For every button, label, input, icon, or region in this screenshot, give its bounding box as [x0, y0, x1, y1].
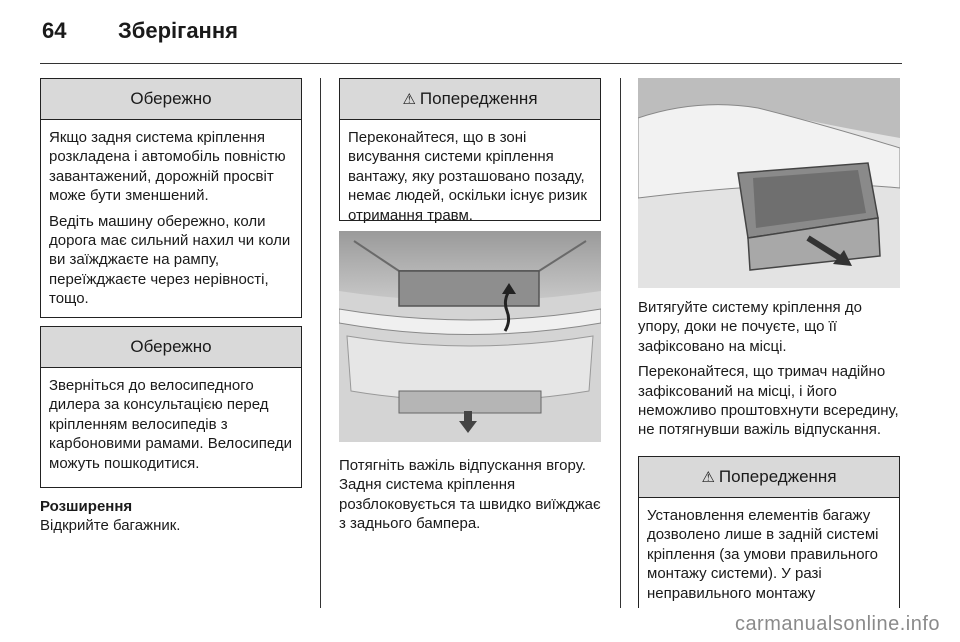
warning-box-2-body: [639, 498, 899, 608]
column-divider-1: [320, 78, 321, 608]
caution-1-paragraph: Ведіть машину обережно, коли дорога має сильний нахил чи коли ви заїжджаєте на рампу, переїжджаєте через нерівності, тощо.: [49, 212, 291, 308]
warning-1-paragraph: Переконайтеся, що в зоні висування системи кріплення вантажу, яку розташовано позаду, немає людей, оскільки існує ризик отримання травм.: [348, 129, 587, 224]
section-heading: Розширення: [40, 498, 133, 515]
caution-box-1-body: [41, 120, 301, 317]
warning-box-1: [339, 78, 601, 224]
col3-paragraph: Витягуйте систему кріплення до упору, доки не почуєте, що її зафіксовано на місці.: [638, 299, 862, 355]
col3-paragraph: Переконайтеся, що тримач надійно зафіксований на місці, і його неможливо проштовхнути всередину, не потягнувши важіль відпускання.: [638, 363, 899, 439]
column-divider-2: [620, 78, 621, 608]
section-text: Відкрийте багажник.: [40, 517, 181, 535]
warning-triangle-icon: ⚠: [701, 469, 715, 486]
carrier-illustration: [638, 78, 900, 288]
warning-box-1-body: [340, 120, 600, 233]
warning-2-paragraph: Установлення елементів багажу дозволено лише в задній системі кріплення (за умови правильного монтажу системи). У разі неправильного монтажу: [647, 507, 879, 602]
col3-text: [638, 298, 902, 446]
warning-box-2-title: Попередження: [718, 467, 837, 486]
carrier-extended-image: [638, 78, 900, 288]
warning-box-1-title: Попередження: [419, 89, 538, 108]
caution-box-1-title: Обережно: [130, 89, 212, 108]
caution-box-2: [40, 326, 302, 488]
watermark: carmanualsonline.info: [734, 613, 940, 635]
header-divider: [40, 63, 902, 64]
warning-box-2: [638, 456, 900, 608]
warning-triangle-icon: ⚠: [402, 91, 416, 108]
caution-1-paragraph: Якщо задня система кріплення розкладена і автомобіль повністю завантажений, дорожній просвіт може бути зменшений.: [49, 129, 286, 205]
warning-box-1-header: [340, 79, 600, 120]
extension-section: [40, 497, 302, 536]
warning-box-2-header: [639, 457, 899, 498]
bumper-illustration: [339, 231, 601, 442]
caution-box-2-body: [41, 368, 301, 481]
caution-box-2-title: Обережно: [130, 337, 212, 356]
caution-box-1: [40, 78, 302, 318]
bumper-release-image: [339, 231, 601, 442]
caution-2-paragraph: Зверніться до велосипедного дилера за консультацією перед кріпленням велосипедів з карбоновими рамами. Велосипеди можуть пошкодитися.: [49, 377, 292, 472]
caution-box-1-header: [41, 79, 301, 120]
image-caption: Потягніть важіль відпускання вгору. Задня система кріплення розблоковується та швидко виїжджає з заднього бампера.: [339, 457, 601, 533]
page-title: Зберігання: [118, 18, 238, 43]
caution-box-2-header: [41, 327, 301, 368]
page-number: 64: [42, 18, 67, 43]
